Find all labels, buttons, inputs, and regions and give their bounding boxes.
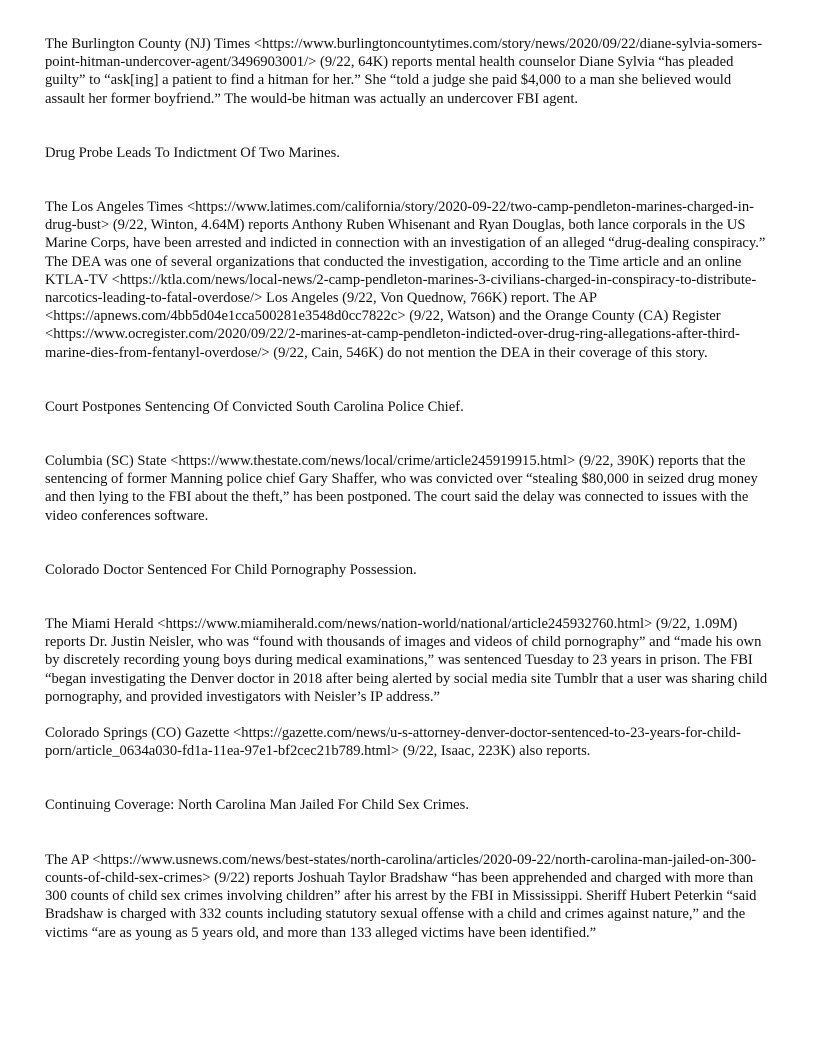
story-neisler-paragraph: The Miami Herald <https://www.miamiherald.com/news/nation-world/national/article245932760.html> (9/22, 1.09M) reports Dr. Justin Neisler, who was “found with thousands of images and videos of child pornography” and “made his own by discretely recording young boys during medical examinations,” was sentenced Tuesday to 23 years in prison. The FBI “began investigating the Denver doctor in 2018 after being alerted by social media site Tumblr that a user was sharing child pornography, and provided investigators with Neisler’s IP address.” bbox=[45, 616, 768, 705]
headline-drug-probe: Drug Probe Leads To Indictment Of Two Marines. bbox=[45, 144, 340, 161]
story-shaffer-paragraph: Columbia (SC) State <https://www.thestate.com/news/local/crime/article245919915.html> (9/22, 390K) reports that the sentencing of former Manning police chief Gary Shaffer, who was convicted over “stealing $80,000 in seized drug money and then lying to the FBI about the theft,” has been postponed. The court said the delay was connected to issues with the video conferences software. bbox=[45, 453, 758, 524]
story-gazette-paragraph: Colorado Springs (CO) Gazette <https://gazette.com/news/u-s-attorney-denver-doctor-sentenced-to-23-years-for-child-porn/article_0634a030-fd1a-11ea-97e1-bf2cec21b789.html> (9/22, Isaac, 223K) also reports. bbox=[45, 725, 741, 760]
headline-nc-man-jailed: Continuing Coverage: North Carolina Man Jailed For Child Sex Crimes. bbox=[45, 797, 469, 814]
story-burlington-paragraph: The Burlington County (NJ) Times <https://www.burlingtoncountytimes.com/story/news/2020/09/22/diane-sylvia-somers-point-hitman-undercover-agent/3496903001/> (9/22, 64K) reports mental health counselor Diane Sylvia “has pleaded guilty” to “ask[ing] a patient to find a hitman for her.” She “told a judge she paid $4,000 to a man she believed would assault her former boyfriend.” The would-be hitman was actually an undercover FBI agent. bbox=[45, 36, 763, 107]
headline-sc-police-chief: Court Postpones Sentencing Of Convicted South Carolina Police Chief. bbox=[45, 398, 464, 415]
headline-colorado-doctor: Colorado Doctor Sentenced For Child Pornography Possession. bbox=[45, 561, 417, 578]
story-bradshaw-paragraph: The AP <https://www.usnews.com/news/best-states/north-carolina/articles/2020-09-22/north-carolina-man-jailed-on-300-counts-of-child-sex-crimes> (9/22) reports Joshuah Taylor Bradshaw “has been apprehended and charged with more than 300 counts of child sex crimes involving children” after his arrest by the FBI in Mississippi. Sheriff Hubert Peterkin “said Bradshaw is charged with 332 counts including statutory sexual offense with a child and crimes against nature,” and the victims “are as young as 5 years old, and more than 133 alleged victims have been identified.” bbox=[45, 851, 757, 941]
document-page bbox=[45, 35, 773, 942]
story-marines-paragraph: The Los Angeles Times <https://www.latimes.com/california/story/2020-09-22/two-camp-pendleton-marines-charged-in-drug-bust> (9/22, Winton, 4.64M) reports Anthony Ruben Whisenant and Ryan Douglas, both lance corporals in the US Marine Corps, have been arrested and indicted in connection with an investigation of an alleged “drug-dealing conspiracy.” The DEA was one of several organizations that conducted the investigation, according to the Time article and an online KTLA-TV <https://ktla.com/news/local-news/2-camp-pendleton-marines-3-civilians-charged-in-conspiracy-to-distribute-narcotics-leading-to-fatal-overdose/> Los Angeles (9/22, Von Quednow, 766K) report. The AP <https://apnews.com/4bb5d04e1cca500281e3548d0cc7822c> (9/22, Watson) and the Orange County (CA) Register <https://www.ocregister.com/2020/09/22/2-marines-at-camp-pendleton-indicted-over-drug-ring-allegations-after-third-marine-dies-from-fentanyl-overdose/> (9/22, Cain, 546K) do not mention the DEA in their coverage of this story. bbox=[45, 199, 766, 361]
